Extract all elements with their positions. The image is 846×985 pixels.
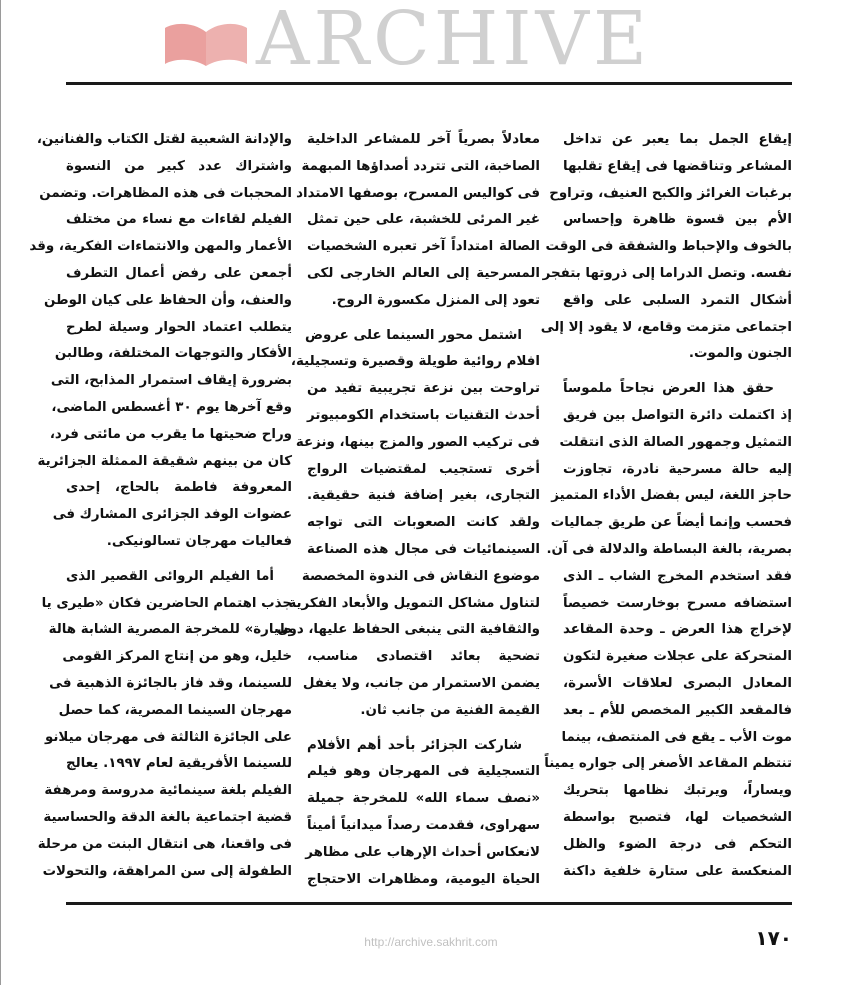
text-line: برغبات الغرائز والكبح العنيف، وتراوح xyxy=(549,185,792,201)
paragraph xyxy=(307,733,540,894)
paragraph xyxy=(540,127,792,368)
paragraph xyxy=(277,323,540,725)
text-line: اجتماعى متزمت وقامع، لا يقود إلا إلى xyxy=(540,319,792,335)
text-line: أخرى تستجيب لمقتضيات الرواج xyxy=(307,461,540,477)
text-line: خليل، وهو من إنتاج المركز القومى xyxy=(62,649,292,665)
text-line: المعروفة فاطمة بالحاج، إحدى xyxy=(66,480,292,496)
text-line: للسينما الأفريقية لعام ١٩٩٧. يعالج xyxy=(66,756,292,772)
text-line: إيقاع الجمل بما يعبر عن تداخل xyxy=(563,132,792,147)
text-line: يضمن الاستمرار من جانب، ولا يغفل xyxy=(302,675,540,691)
text-line: المتحركة على عجلات صغيرة لتكون xyxy=(563,649,792,665)
text-line: موضوع النقاش فى الندوة المخصصة xyxy=(301,568,540,584)
text-line: حاجز اللغة، ليس بفضل الأداء المتميز xyxy=(551,488,792,504)
text-line: الصالة امتداداً آخر تعبره الشخصيات xyxy=(307,239,540,255)
text-line: لإخراج هذا العرض ـ وحدة المقاعد xyxy=(563,622,792,638)
paragraph xyxy=(544,376,792,885)
text-line: نفسه. وتصل الدراما إلى ذروتها بتفجر xyxy=(542,265,792,281)
text-line: أما الفيلم الروائى القصير الذى xyxy=(66,568,274,584)
text-line: غير المرئى للخشبة، على حين تمثل xyxy=(307,212,540,228)
text-line: الأم بين قسوة ظاهرة وإحساس xyxy=(563,212,792,228)
article-column-3 xyxy=(29,127,292,893)
text-line: السينمائيات فى مجال هذه الصناعة xyxy=(307,541,540,557)
text-line: فحسب وإنما أيضاً عن طريق جماليات xyxy=(550,515,792,531)
text-line: فى كواليس المسرح، بوصفها الامتداد xyxy=(296,185,540,201)
text-line: الأفكار والتوجهات المختلفة، وطالبن xyxy=(54,346,292,362)
paragraph xyxy=(29,127,292,556)
text-line: المنعكسة على ستارة خلفية داكنة xyxy=(563,863,792,879)
text-line: افلام روائية طويلة وقصيرة وتسجيلية، xyxy=(290,354,540,370)
text-line: المشاعر وتناقضها فى إيقاع تقلبها xyxy=(563,158,792,174)
text-line: والعنف، وأن الحفاظ على كيان الوطن xyxy=(43,292,292,308)
text-line: الصاخبة، التى تتردد أصداؤها المبهمة xyxy=(301,158,540,174)
text-line: «نصف سماء الله» للمخرجة جميلة xyxy=(307,791,540,807)
text-line: والثقافية التى ينبغى الحفاظ عليها، دون xyxy=(277,622,540,638)
text-line: تضحية بعائد اقتصادى مناسب، xyxy=(307,649,540,665)
text-line: ويساراً، ويرتبك نظامها بتحريك xyxy=(563,783,792,799)
text-line: المحجبات فى هذه المظاهرات. وتضمن xyxy=(39,185,292,201)
archive-book-logo-icon xyxy=(161,18,251,68)
text-line: بصرية، بالغة البساطة والدلالة فى آن. xyxy=(546,541,792,557)
text-line: قضية اجتماعية بالغة الدقة والحساسية xyxy=(43,809,292,825)
text-line: وقع آخرها يوم ٣٠ أغسطس الماضى، xyxy=(51,399,292,415)
text-line: للسينما، وقد فاز بالجائزة الذهبية فى xyxy=(49,675,292,691)
text-line: الشخصيات لها، فتصبح بواسطة xyxy=(563,809,792,825)
text-line: ولقد كانت الصعوبات التى تواجه xyxy=(307,515,540,531)
text-line: معادلاً بصرياً آخر للمشاعر الداخلية xyxy=(307,132,540,147)
paragraph xyxy=(37,564,292,886)
text-line: فالمقعد الكبير المخصص للأم ـ بعد xyxy=(563,702,792,718)
text-line: أجمعن على رفض أعمال التطرف xyxy=(66,265,292,281)
archive-watermark-url: http://archive.sakhrit.com xyxy=(364,935,498,949)
text-line: إليه حالة مسرحية نادرة، تجاوزت xyxy=(563,461,792,477)
text-line: المسرحية إلى العالم الخارجى لكى xyxy=(307,265,540,281)
article-column-1 xyxy=(540,127,792,893)
text-line: فعاليات مهرجان تسالونيكى. xyxy=(106,533,292,549)
text-line: عضوات الوفد الجزائرى المشارك فى xyxy=(52,507,292,523)
text-line: فى واقعنا، هى انتقال البنت من مرحلة xyxy=(37,836,292,852)
text-line: لتناول مشاكل التمويل والأبعاد الفكرية xyxy=(288,595,540,611)
page-number: ١٧٠ xyxy=(755,926,792,950)
text-line: طيارة» للمخرجة المصرية الشابة هالة xyxy=(48,622,292,638)
text-line: تنتظم المقاعد الأصغر إلى جواره يميناً xyxy=(544,756,792,772)
text-line: على الجائزة الثالثة فى مهرجان ميلانو xyxy=(45,729,292,745)
text-line: فى تركيب الصور والمزج بينها، ونزعة xyxy=(295,434,540,450)
text-line: تراوحت بين نزعة تجريبية تفيد من xyxy=(307,381,540,397)
text-line: الجنون والموت. xyxy=(688,346,792,362)
archive-watermark: ARCHIVE xyxy=(256,0,652,82)
paragraph xyxy=(296,127,540,315)
article-column-2 xyxy=(277,127,540,901)
text-line: شاركت الجزائر بأحد أهم الأفلام xyxy=(307,737,522,753)
text-line: جذب اهتمام الحاضرين فكان «طيرى يا xyxy=(41,595,292,611)
text-line: لانعكاس أحداث الإرهاب على مظاهر xyxy=(305,844,540,860)
text-line: التحكم فى درجة الضوء والظل xyxy=(563,836,792,852)
text-line: بضرورة إيقاف استمرار المذابح، التى xyxy=(50,373,292,389)
text-line: موت الأب ـ يقع فى المنتصف، بينما xyxy=(561,729,792,745)
text-line: كان من بينهم شقيقة الممثلة الجزائرية xyxy=(37,453,292,469)
top-rule xyxy=(66,82,792,85)
text-line: المعادل البصرى لعلاقات الأسرة، xyxy=(563,675,792,691)
text-line: الأعمار والمهن والانتماءات الفكرية، وقد xyxy=(29,239,292,255)
text-line: تعود إلى المنزل مكسورة الروح. xyxy=(331,292,540,308)
text-line: اشتمل محور السينما على عروض xyxy=(304,327,522,343)
text-line: إذ اكتملت دائرة التواصل بين فريق xyxy=(563,407,792,423)
text-line: التسجيلية فى المهرجان وهو فيلم xyxy=(307,764,540,780)
text-line: التجارى، بغير إضافة فنية حقيقية. xyxy=(307,488,540,504)
text-line: التمثيل وجمهور الصالة الذى انتقلت xyxy=(559,434,792,450)
text-line: وراح ضحيتها ما يقرب من مائتى فرد، xyxy=(49,426,292,442)
text-line: يتطلب اعتماد الحوار وسيلة لطرح xyxy=(66,319,292,335)
text-line: سهراوى، فقدمت رصداً ميدانياً أميناً xyxy=(307,817,540,833)
text-line: الطفولة إلى سن المراهقة، والتحولات xyxy=(42,863,292,879)
text-line: الحياة اليومية، ومظاهرات الاحتجاج xyxy=(307,871,540,887)
text-line: فقد استخدم المخرج الشاب ـ الذى xyxy=(563,568,792,584)
text-line: استضافه مسرح بوخارست خصيصاً xyxy=(563,595,792,611)
text-line: حقق هذا العرض نجاحاً ملموساً xyxy=(563,381,774,397)
text-line: الفيلم بلغة سينمائية مدروسة ومرهفة xyxy=(44,783,292,799)
text-line: أحدث التقنيات باستخدام الكومبيوتر xyxy=(307,407,540,423)
text-line: واشتراك عدد كبير من النسوة xyxy=(66,158,292,174)
text-line: الفيلم لقاءات مع نساء من مختلف xyxy=(66,212,292,228)
text-line: أشكال التمرد السلبى على واقع xyxy=(563,292,792,308)
text-line: القيمة الفنية من جانب ثان. xyxy=(360,702,540,718)
text-line: والإدانة الشعبية لقتل الكتاب والفنانين، xyxy=(36,132,292,147)
bottom-rule xyxy=(66,902,792,905)
text-line: بالخوف والإحباط والشفقة فى الوقت xyxy=(545,239,792,255)
text-line: مهرجان السينما المصرية، كما حصل xyxy=(58,702,292,718)
